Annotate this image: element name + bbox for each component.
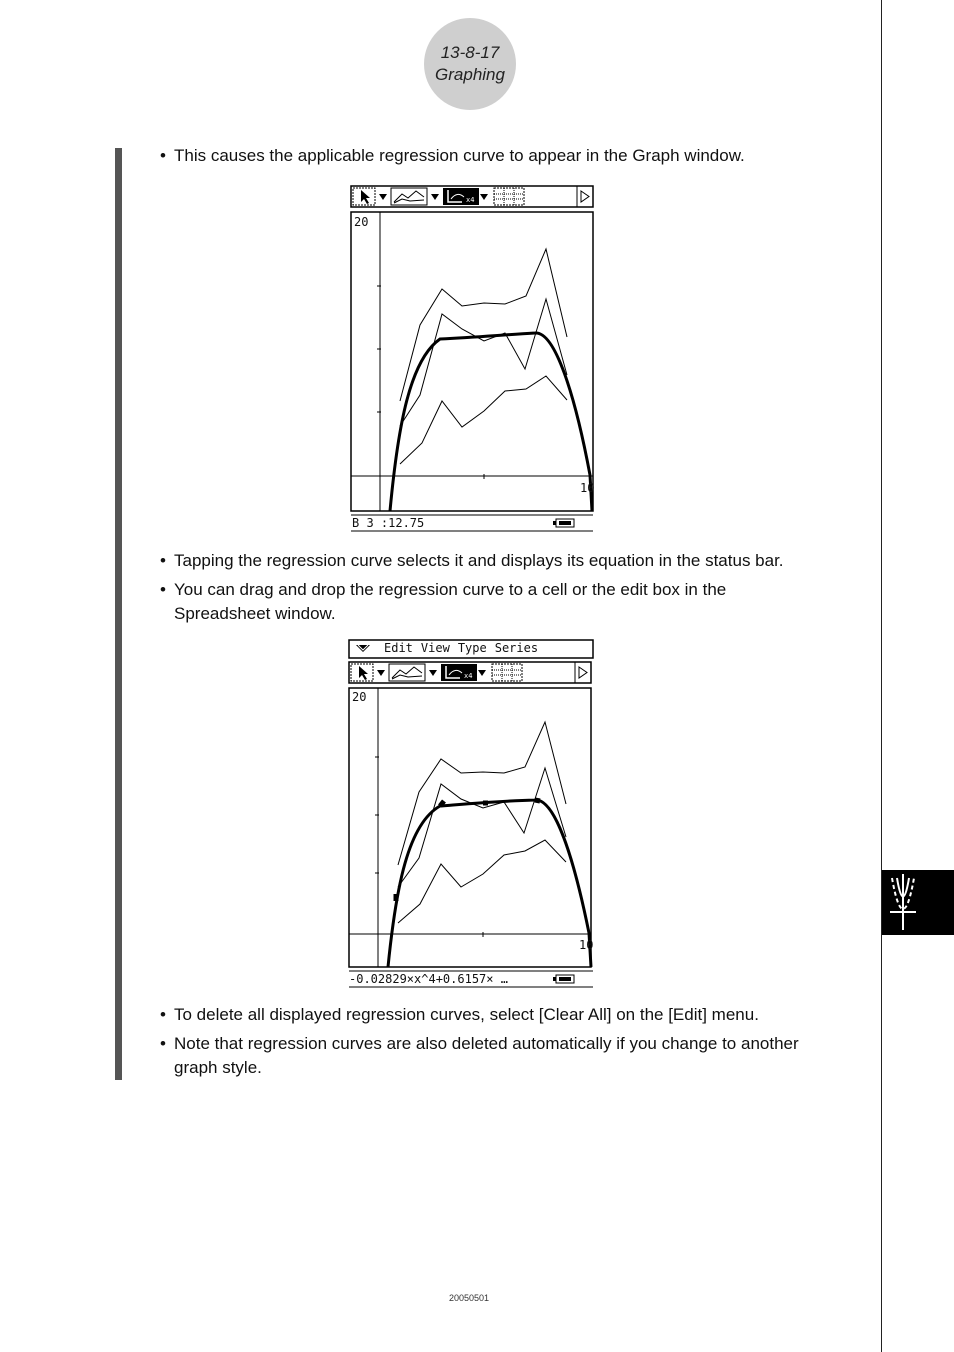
regression-tool-icon[interactable] (441, 664, 477, 681)
line-graph-icon[interactable] (391, 188, 427, 205)
menu-edit[interactable]: Edit (384, 641, 413, 655)
x-axis-max-label: 10 (580, 481, 594, 495)
bullet-text-continued: graph style. (174, 1058, 262, 1077)
status-equation: -0.02829×x^4+0.6157× … (349, 972, 508, 986)
bullet-dot: • (160, 580, 166, 599)
regression-tool-icon[interactable] (443, 188, 479, 205)
bullet-dot: • (160, 1005, 166, 1024)
menu-series[interactable]: Series (494, 641, 539, 655)
bullet-text: Tapping the regression curve selects it and displays its equation in the status bar. (174, 551, 784, 570)
page-badge (424, 18, 516, 110)
bullet-item (160, 1003, 860, 1027)
plot-area (349, 688, 591, 967)
right-margin-rule (881, 0, 882, 1352)
plot-area (351, 212, 593, 511)
graph-window-screenshot-1 (350, 185, 596, 533)
battery-icon (553, 519, 574, 527)
status-text: B 3 :12.75 (352, 516, 425, 530)
x-axis-max-label: 10 (579, 938, 593, 952)
graph-toolbar (351, 186, 593, 207)
bullet-item (160, 549, 860, 573)
bullet-dot: • (160, 1034, 166, 1053)
section-title: Graphing (435, 65, 505, 84)
bullet-item (160, 1032, 860, 1080)
bullet-dot: • (160, 551, 166, 570)
pointer-tool-icon[interactable] (353, 188, 375, 205)
svg-text:x4: x4 (464, 672, 473, 680)
pointer-tool-icon[interactable] (351, 664, 373, 681)
bullet-text: This causes the applicable regression curve to appear in the Graph window. (174, 146, 745, 165)
bullet-text-continued: Spreadsheet window. (174, 604, 336, 623)
bullet-item (160, 578, 860, 626)
bullet-text: You can drag and drop the regression curve to a cell or the edit box in the (174, 580, 727, 599)
footer-code: 20050501 (448, 1293, 490, 1303)
graph-window-screenshot-2 (348, 639, 596, 989)
bullet-text: To delete all displayed regression curves, select [Clear All] on the [Edit] menu. (174, 1005, 759, 1024)
chapter-tab (882, 870, 954, 935)
bullet-dot: • (160, 146, 166, 165)
menu-type[interactable]: Type (457, 641, 487, 655)
spreadsheet-grid-icon[interactable] (494, 188, 524, 205)
menu-items (384, 641, 538, 655)
bullet-item (160, 144, 860, 168)
regression-graph-icon (882, 870, 954, 935)
y-axis-max-label: 20 (352, 690, 367, 704)
svg-text:x4: x4 (466, 196, 475, 204)
page-number: 13-8-17 (440, 43, 500, 62)
section-marker-bar (115, 148, 122, 1080)
line-graph-icon[interactable] (389, 664, 425, 681)
spreadsheet-grid-icon[interactable] (492, 664, 522, 681)
y-axis-max-label: 20 (354, 215, 369, 229)
bullet-text: Note that regression curves are also deleted automatically if you change to another (174, 1034, 799, 1053)
graph-toolbar (349, 662, 591, 683)
battery-icon (553, 975, 574, 983)
menu-view[interactable]: View (420, 641, 450, 655)
